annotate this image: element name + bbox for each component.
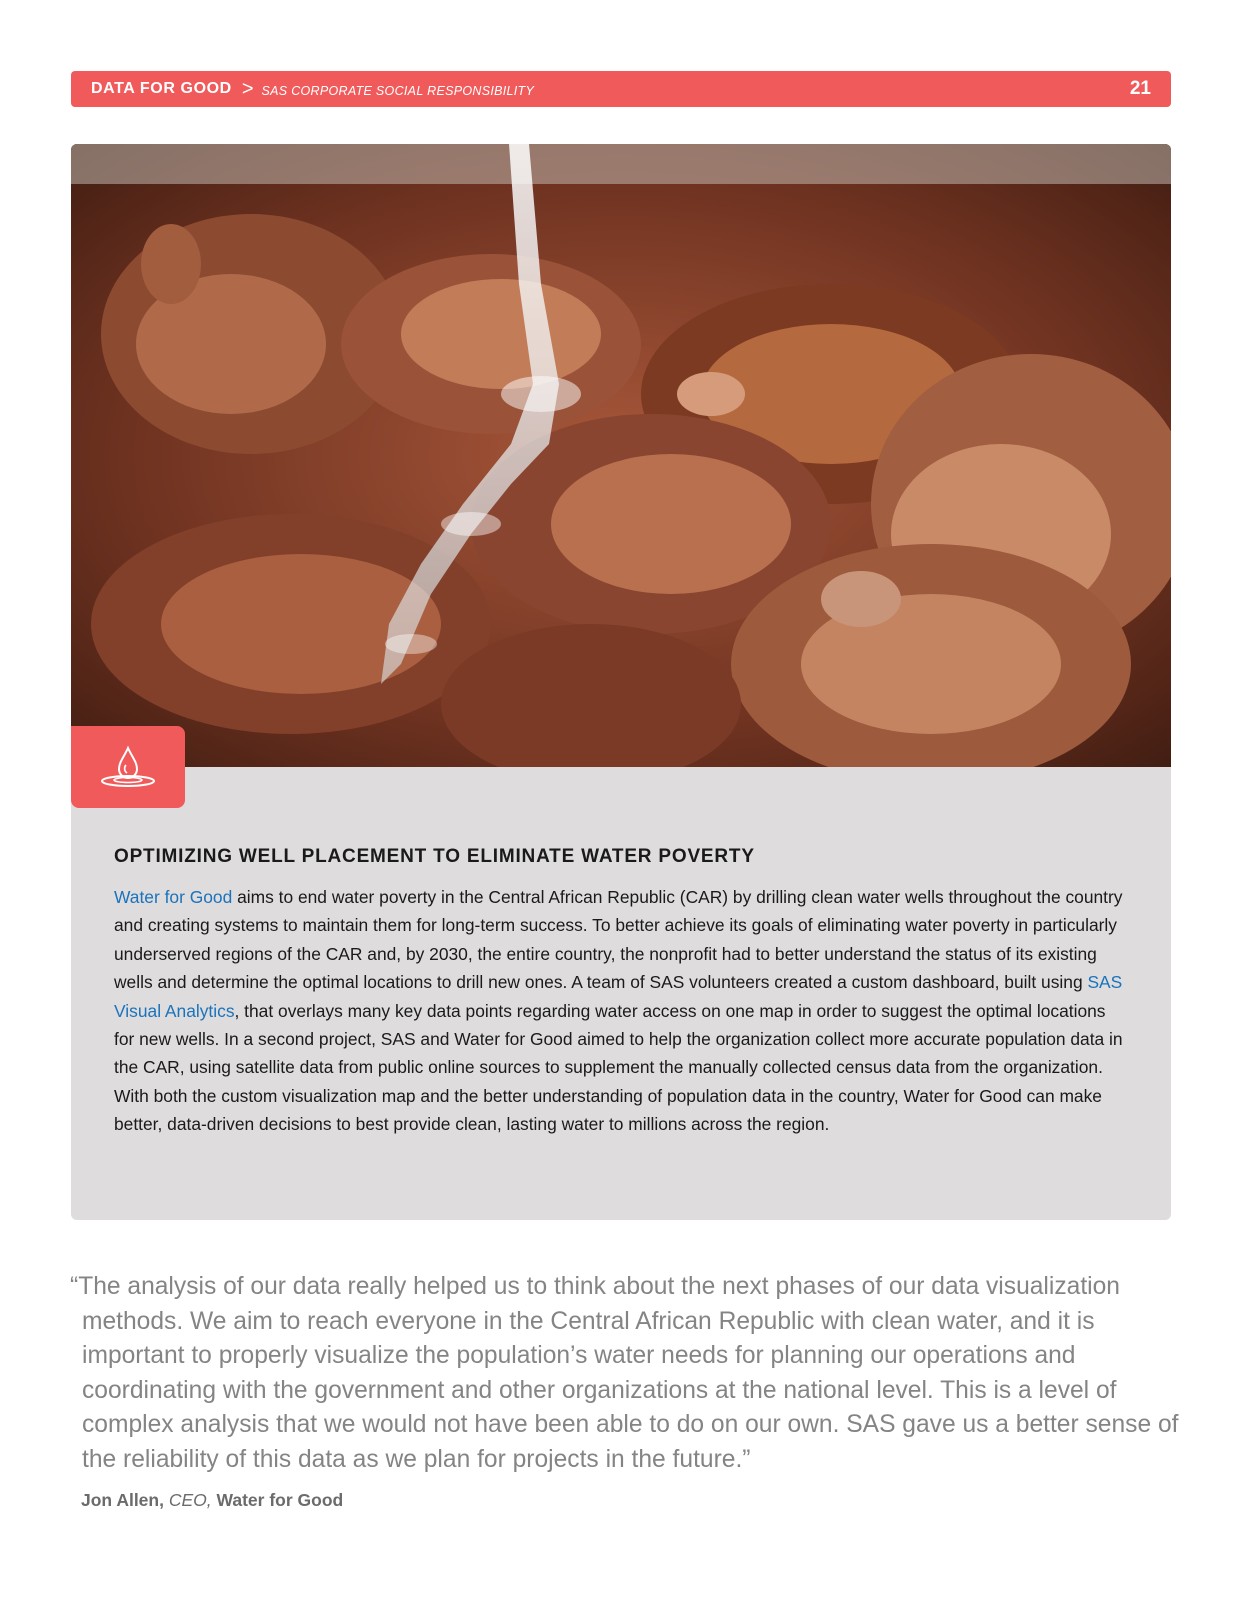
header-bar xyxy=(71,71,1171,107)
water-drop-badge xyxy=(71,726,185,808)
header-separator: > xyxy=(241,78,254,100)
pull-quote: “The analysis of our data really helped us to think about the next phases of our data visualization methods. We aim to reach everyone in the Central African Republic with clean water, and it is important to properly visualize the population’s water needs for planning our operations and coordinating with the government and other organizations at the national level. This is a level of complex analysis that we would not have been able to do on our own. SAS gave us a better sense of the reliability of this data as we plan for projects in the future.” xyxy=(70,1273,1179,1473)
article-text-part-1: aims to end water poverty in the Central African Republic (CAR) by drilling clean water wells throughout the country and creating systems to maintain them for long-term success. To better achieve its goals of eliminating water poverty in particularly underserved regions of the CAR and, by 2030, the entire country, the nonprofit had to better understand the status of its existing wells and determine the optimal locations to drill new ones. A team of SAS volunteers created a custom dashboard, built using xyxy=(114,887,1123,993)
quote-role: CEO, xyxy=(163,1490,212,1510)
section-title: OPTIMIZING WELL PLACEMENT TO ELIMINATE WATER POVERTY xyxy=(114,846,755,867)
sas-visual-analytics-link[interactable]: SAS Visual Analytics xyxy=(114,972,1123,1021)
water-for-good-link[interactable]: Water for Good xyxy=(114,887,233,907)
header-section: DATA FOR GOOD xyxy=(91,80,232,97)
quote-organization: Water for Good xyxy=(211,1490,344,1510)
article-body xyxy=(114,883,1124,1139)
header-subsection: SAS CORPORATE SOCIAL RESPONSIBILITY xyxy=(261,83,535,98)
page-number: 21 xyxy=(1129,78,1151,99)
article-text-part-2: , that overlays many key data points regarding water access on one map in order to suggest the optimal locations for new wells. In a second project, SAS and Water for Good aimed to help the organization collect more accurate population data in the CAR, using satellite data from public online sources to supplement the manually collected census data from the organization. With both the custom visualization map and the better understanding of population data in the country, Water for Good can make better, data-driven decisions to best provide clean, lasting water to millions across the region. xyxy=(114,1000,1123,1135)
quote-author: Jon Allen, xyxy=(81,1490,164,1510)
quote-attribution xyxy=(81,1490,343,1511)
hero-photo xyxy=(71,144,1171,767)
water-drop-icon xyxy=(98,745,158,789)
